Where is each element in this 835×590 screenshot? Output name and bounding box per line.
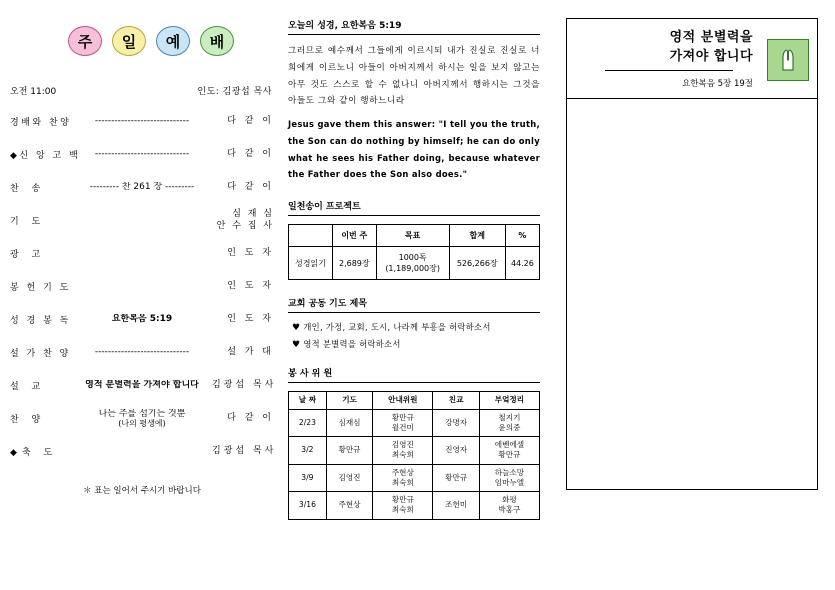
- order-right: 인 도 자: [227, 313, 274, 324]
- duty-guide-line2: 최숙희: [391, 450, 414, 460]
- duty-guide-line1: 주현상: [391, 467, 414, 477]
- order-row: [10, 369, 277, 402]
- order-label: 광 고: [10, 250, 46, 260]
- order-right: 다 같 이: [227, 181, 274, 192]
- list-item: [292, 321, 540, 333]
- duty-cell-fellowship: 강명자: [433, 409, 479, 437]
- service-meta: [8, 84, 276, 97]
- order-row: [10, 171, 274, 204]
- duty-kitchen-line2: 황만규: [498, 450, 521, 460]
- order-middle: [72, 409, 212, 429]
- duty-cell-date: 3/16: [289, 492, 327, 520]
- project-goal-line2: (1,189,000장): [385, 264, 440, 274]
- table-row: [289, 247, 540, 280]
- duty-cell-pray: 주현상: [326, 492, 372, 520]
- order-right: 김광섭 목사: [212, 445, 277, 456]
- sermon-title-line2: 가져야 합니다: [669, 48, 753, 64]
- duty-cell-guide: [373, 492, 433, 520]
- worship-title-bubbles: [26, 26, 276, 56]
- table-row: [289, 409, 540, 437]
- table-row: [289, 464, 540, 492]
- order-row: [10, 105, 274, 138]
- duty-kitchen-line1: 화평: [502, 495, 517, 504]
- duty-cell-fellowship: 조헌미: [433, 492, 479, 520]
- order-row: [10, 270, 274, 303]
- duty-cell-date: 3/2: [289, 437, 327, 465]
- duty-guide-line1: 황만규: [391, 495, 414, 504]
- duty-guide-line2: 최숙희: [391, 477, 414, 487]
- order-row: [10, 435, 277, 468]
- duty-table: [288, 391, 540, 519]
- order-label: ◆축 도: [10, 448, 58, 458]
- duty-kitchen-line2: 박홍구: [498, 505, 521, 515]
- duty-cell-fellowship: 황만규: [433, 464, 479, 492]
- order-right: [212, 209, 274, 232]
- order-right: 다 같 이: [227, 115, 274, 126]
- title-bubble-2: [112, 26, 146, 56]
- order-label: 설 가 찬 양: [10, 349, 71, 359]
- heart-icon: ♥: [292, 340, 301, 351]
- order-right: 인 도 자: [227, 247, 274, 258]
- order-row: [10, 204, 274, 237]
- duty-guide-line1: 황만규: [391, 412, 414, 422]
- order-middle: -----------------------------: [94, 149, 190, 160]
- order-middle: 영적 분별력을 가져야 합니다: [85, 380, 199, 391]
- order-label: ◆신 앙 고 백: [10, 151, 81, 161]
- scripture-english-text: Jesus gave them this answer: "I tell you the truth, the Son can do nothing by himself; he can do only what he sees his Father doing, because whatever the Father does the Son also does.": [288, 119, 540, 180]
- duty-guide-line2: 윌건미: [391, 422, 414, 432]
- duty-th-kitchen: 부엌정리: [479, 392, 539, 409]
- title-bubble-2-label: 일: [121, 32, 137, 51]
- title-bubble-1: [68, 26, 102, 56]
- title-bubble-4: [200, 26, 234, 56]
- order-label: 봉 헌 기 도: [10, 283, 71, 293]
- duty-cell-pray: 김영진: [326, 464, 372, 492]
- worship-order-panel: [8, 8, 276, 508]
- list-item: [292, 338, 540, 350]
- order-label: 성 경 봉 독: [10, 316, 71, 326]
- duty-cell-guide: [373, 464, 433, 492]
- table-row: [289, 437, 540, 465]
- order-footnote: ＊ 표는 일어서 주시기 바랍니다: [83, 486, 201, 496]
- duty-kitchen-line1: 하늘소망: [494, 467, 525, 477]
- order-right: 김광섭 목사: [212, 379, 277, 390]
- duty-kitchen-line1: 에벤에셀: [494, 440, 525, 449]
- order-row: [10, 402, 274, 435]
- order-right: 인 도 자: [227, 280, 274, 291]
- sermon-header: [567, 19, 817, 99]
- duty-cell-pray: 심재심: [326, 409, 372, 437]
- prayer-item-text: 개인, 가정, 교회, 도시, 나라께 부흥을 허락하소서: [303, 322, 491, 333]
- duty-cell-fellowship: 진영자: [433, 437, 479, 465]
- order-row: [10, 138, 274, 171]
- service-time: 오전 11:00: [10, 87, 57, 97]
- duty-cell-guide: [373, 437, 433, 465]
- duty-guide-line1: 김영진: [391, 440, 414, 449]
- duty-cell-date: 3/9: [289, 464, 327, 492]
- duty-th-date: 날 짜: [289, 392, 327, 409]
- sermon-scripture-ref: 요한복음 5장 19절: [682, 78, 753, 89]
- heart-icon: ♥: [292, 323, 301, 334]
- project-th-percent: %: [505, 225, 539, 247]
- duty-guide-line2: 최숙희: [391, 505, 414, 515]
- order-middle-main: 나는 주를 섬기는 것뿐: [98, 408, 186, 419]
- order-label: 찬 송: [10, 184, 46, 194]
- duty-cell-kitchen: [479, 437, 539, 465]
- order-right-line2: 안 수 집 사: [216, 220, 274, 231]
- duty-cell-kitchen: [479, 464, 539, 492]
- prayer-list: [288, 321, 540, 350]
- project-row-percent: 44.26: [505, 247, 539, 280]
- duty-cell-pray: 황만규: [326, 437, 372, 465]
- order-right-line1: 심 재 심: [232, 209, 274, 220]
- title-bubble-3-label: 예: [165, 32, 181, 51]
- project-heading: 일천송이 프로젝트: [288, 199, 540, 216]
- title-bubble-4-label: 배: [209, 32, 225, 51]
- sermon-title-underline: [605, 70, 733, 71]
- duty-cell-kitchen: [479, 492, 539, 520]
- duty-th-fellowship: 친교: [433, 392, 479, 409]
- order-row: [10, 336, 274, 369]
- praying-hands-icon: [767, 39, 809, 81]
- project-th-blank: [289, 225, 333, 247]
- order-right: 다 같 이: [227, 148, 274, 159]
- order-middle: -----------------------------: [94, 116, 190, 127]
- project-th-total: 합계: [449, 225, 505, 247]
- order-row: [10, 237, 274, 270]
- duty-th-guide: 안내위원: [373, 392, 433, 409]
- duty-heading: 봉 사 위 원: [288, 366, 540, 383]
- project-row-this-week: 2,689장: [332, 247, 376, 280]
- sermon-title-line1: 영적 분별력을: [669, 30, 753, 45]
- scripture-korean-text: 그러므로 예수께서 그들에게 이르시되 내가 진실로 진실로 너희에게 이르노니 아들이 아버지께서 하시는 일을 보지 않고는 아무 것도 스스로 할 수 없나니 아버지께서 행하시는 그것을 아들도 그와 같이 행하느니라: [288, 46, 540, 107]
- project-row-name: 성경읽기: [289, 247, 333, 280]
- project-row-total: 526,266장: [449, 247, 505, 280]
- table-header-row: [289, 225, 540, 247]
- duty-kitchen-line2: 윤의중: [498, 422, 521, 432]
- scripture-heading: 오늘의 성경, 요한복음 5:19: [288, 18, 540, 35]
- table-header-row: [289, 392, 540, 409]
- duty-kitchen-line2: 임마누엘: [494, 477, 525, 487]
- duty-kitchen-line1: 철지기: [498, 412, 521, 422]
- title-bubble-3: [156, 26, 190, 56]
- duty-th-pray: 기도: [326, 392, 372, 409]
- service-leader: 인도: 김광섭 목사: [197, 87, 272, 97]
- duty-cell-guide: [373, 409, 433, 437]
- project-th-this-week: 이번 주: [332, 225, 376, 247]
- order-middle: --------- 찬 261 장 ---------: [89, 182, 195, 193]
- order-of-worship-list: [8, 105, 276, 468]
- project-th-goal: 목표: [376, 225, 449, 247]
- order-middle: -----------------------------: [94, 347, 190, 358]
- order-label: 설 교: [10, 382, 46, 392]
- order-middle-sub: (나의 평생에): [118, 419, 166, 429]
- duty-cell-kitchen: [479, 409, 539, 437]
- project-row-goal: [376, 247, 449, 280]
- project-table: [288, 224, 540, 280]
- duty-cell-date: 2/23: [289, 409, 327, 437]
- project-goal-line1: 1000독: [398, 253, 427, 263]
- order-right: 설 가 대: [227, 346, 274, 357]
- sermon-notes-panel: [566, 18, 818, 490]
- order-row: [10, 303, 274, 336]
- table-row: [289, 492, 540, 520]
- title-bubble-1-label: 주: [77, 32, 93, 51]
- prayer-item-text: 영적 분별력을 허락하소서: [303, 339, 401, 350]
- order-label: 기 도: [10, 217, 46, 227]
- order-right: 다 같 이: [227, 412, 274, 423]
- sermon-notes-blank-area: [567, 99, 817, 489]
- prayer-heading: 교회 공동 기도 제목: [288, 296, 540, 313]
- order-label: 경배와 찬양: [10, 118, 72, 128]
- scripture-and-info-panel: [288, 18, 540, 520]
- order-label: 찬 양: [10, 415, 46, 425]
- order-middle: 요한복음 5:19: [111, 314, 173, 325]
